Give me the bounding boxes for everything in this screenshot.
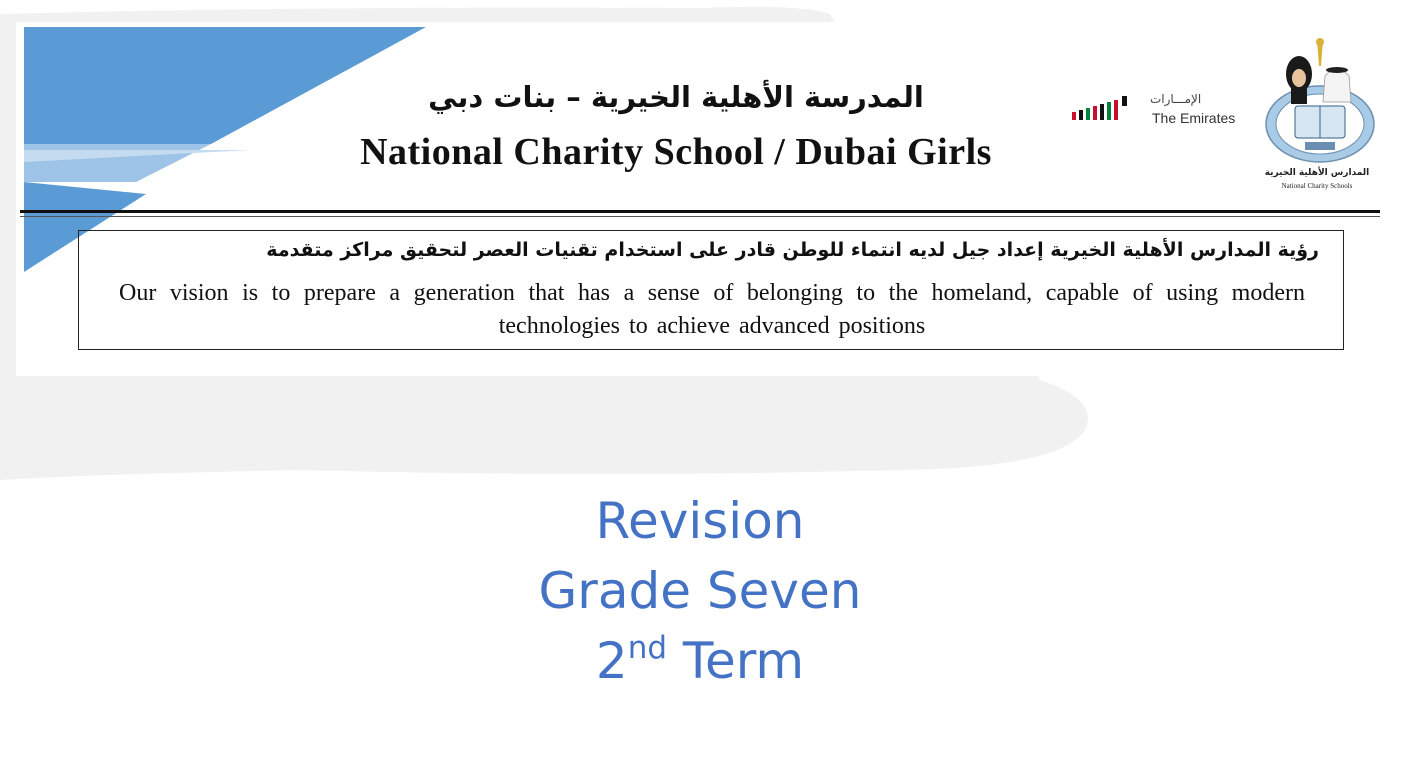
term-ordinal-suffix: nd: [627, 630, 668, 666]
header-divider-thick: [20, 210, 1380, 213]
term-number: 2: [595, 632, 628, 690]
header-card: [16, 22, 1384, 376]
emirates-arabic-label: الإمـــارات: [1150, 92, 1202, 106]
title-term: [400, 626, 1000, 696]
school-crest-icon: [1259, 36, 1381, 166]
emirates-bars-icon: [1068, 94, 1148, 124]
vision-statement-english: Our vision is to prepare a generation that has a sense of belonging to the homeland, capable of using modern technologies to achieve advanced positions: [119, 280, 1305, 339]
title-revision: Revision: [595, 492, 805, 550]
emirates-english-label: The Emirates: [1152, 110, 1236, 126]
revision-title: [400, 486, 1000, 696]
header-divider-thin: [20, 216, 1380, 217]
the-emirates-logo: [1068, 92, 1243, 132]
school-name-arabic: المدرسة الأهلية الخيرية – بنات دبي: [428, 80, 924, 114]
term-word: Term: [667, 632, 805, 690]
vision-statement-box: [78, 230, 1344, 350]
vision-statement-arabic: رؤية المدارس الأهلية الخيرية إعداد جيل لديه انتماء للوطن قادر على استخدام تقنيات العصر لتحقيق مراكز متقدمة: [266, 239, 1319, 261]
crest-caption-english: National Charity Schools: [1281, 182, 1353, 190]
school-name-english: National Charity School / Dubai Girls: [360, 131, 992, 173]
title-grade: Grade Seven: [538, 562, 862, 620]
crest-caption-arabic: المدارس الأهلية الخيرية: [1264, 168, 1370, 178]
